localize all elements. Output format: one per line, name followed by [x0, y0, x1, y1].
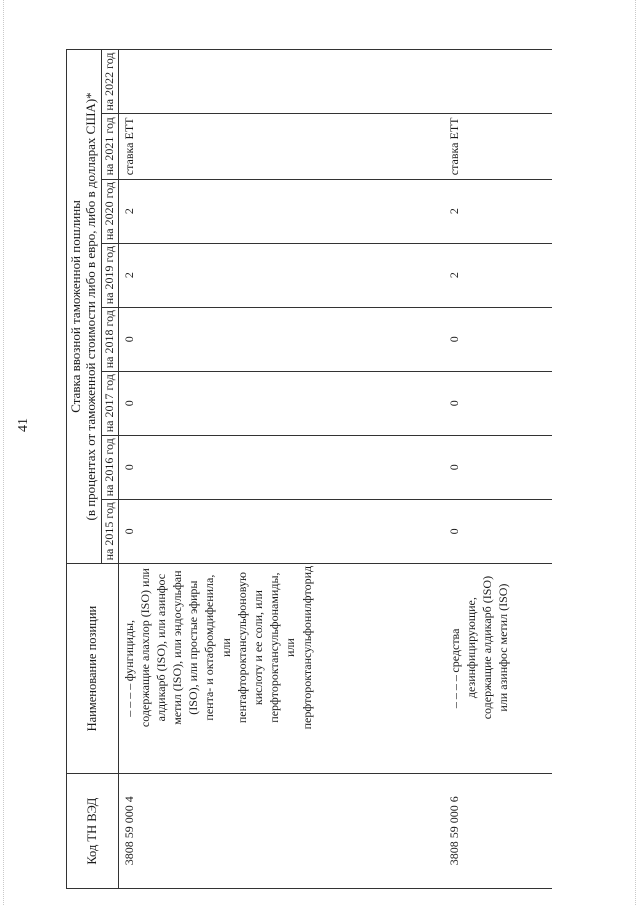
header-row-1: [67, 50, 102, 889]
rate-cell: 0: [441, 371, 552, 435]
row-name: [118, 563, 441, 774]
row-name: [441, 563, 552, 774]
rate-cell: 2: [118, 179, 441, 243]
row-name-first: фунгициды,: [121, 619, 136, 682]
rate-cell: 0: [118, 435, 441, 499]
row-code: 3808 59 000 4: [118, 774, 441, 889]
table-row: [118, 50, 441, 889]
header-year: на 2018 год: [101, 307, 118, 371]
header-name: Наименование позиции: [67, 563, 119, 774]
tariff-table: [66, 49, 552, 889]
header-year: на 2020 год: [101, 179, 118, 243]
rate-cell: [441, 50, 552, 114]
header-code: Код ТН ВЭД: [67, 774, 119, 889]
rate-cell: 0: [441, 307, 552, 371]
row-dashes: – – – –: [121, 683, 136, 717]
rate-cell: 2: [441, 243, 552, 307]
row-name-first: средства: [447, 628, 462, 673]
page-number: 41: [16, 418, 31, 432]
header-rate-title: Ставка ввозной таможенной пошлины: [68, 200, 83, 413]
header-year: на 2021 год: [101, 114, 118, 179]
row-dashes: – – – –: [447, 675, 462, 709]
rate-cell: 2: [118, 243, 441, 307]
header-rate: [67, 50, 102, 564]
rate-cell: 0: [118, 371, 441, 435]
rate-cell: 0: [118, 307, 441, 371]
header-year: на 2022 год: [101, 50, 118, 114]
header-year: на 2016 год: [101, 435, 118, 499]
header-year: на 2015 год: [101, 499, 118, 563]
table-row: [441, 50, 552, 889]
rate-cell: 0: [441, 499, 552, 563]
rate-cell: 0: [441, 435, 552, 499]
rate-cell: 2: [441, 179, 552, 243]
rate-cell: ставка ЕТТ: [118, 114, 441, 179]
row-name-rest: дезинфицирующие, содержащие алдикарб (ISO) или азинфос метил (ISO): [463, 575, 511, 720]
rate-cell: ставка ЕТТ: [441, 114, 552, 179]
header-rate-subtitle: (в процентах от таможенной стоимости либо в евро, либо в долларах США)*: [82, 92, 98, 521]
rate-cell: 0: [118, 499, 441, 563]
header-year: на 2017 год: [101, 371, 118, 435]
header-year: на 2019 год: [101, 243, 118, 307]
row-name-rest: содержащие алахлор (ISO) или алдикарб (ISO), или азинфос метил (ISO), или эндосульфан (ISO), или простые эфиры пента- и октабромдифенила, или пентафтороктансульфоновую кислоту и ее соли, или перфтороктансульфонамиды, или перфтороктансульфонилфторид: [137, 565, 314, 730]
rate-cell: [118, 50, 441, 114]
row-code: 3808 59 000 6: [441, 774, 552, 889]
